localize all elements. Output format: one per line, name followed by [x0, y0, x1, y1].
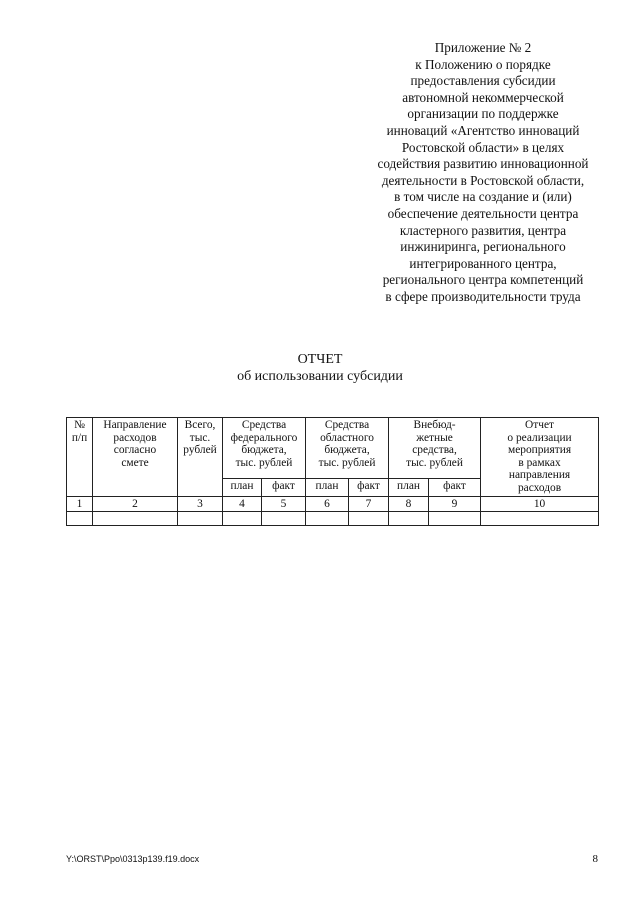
header-federal: Средства федерального бюджета, тыс. рублей [223, 418, 306, 479]
column-number: 6 [306, 496, 349, 512]
appendix-line: инноваций «Агентство инноваций [386, 122, 580, 138]
page-number: 8 [592, 853, 598, 865]
table-cell[interactable] [178, 512, 223, 526]
appendix-line: в сфере производительности труда [385, 288, 581, 304]
appendix-line: интегрированного центра, [409, 255, 557, 271]
appendix-line: деятельности в Ростовской области, [381, 172, 585, 188]
column-number-row [67, 496, 599, 512]
header-plan: план [223, 478, 262, 496]
appendix-line: инжиниринга, регионального [400, 239, 566, 255]
header-fact: факт [349, 478, 389, 496]
column-number: 10 [481, 496, 599, 512]
footer-file-path: Y:\ORST\Ppo\0313p139.f19.docx [66, 854, 200, 864]
header-num: № п/п [67, 418, 93, 497]
appendix-line: Приложение № 2 [434, 40, 532, 55]
column-number: 5 [262, 496, 306, 512]
report-subtitle: об использовании субсидии [237, 369, 403, 384]
table-cell[interactable] [481, 512, 599, 526]
table-header-row [67, 418, 599, 479]
appendix-line: обеспечение деятельности центра [387, 205, 579, 221]
table-cell[interactable] [306, 512, 349, 526]
column-number: 4 [223, 496, 262, 512]
table-cell[interactable] [223, 512, 262, 526]
appendix-line: регионального центра компетенций [382, 272, 584, 288]
table-cell[interactable] [262, 512, 306, 526]
header-report: Отчет о реализации мероприятия в рамках направления расходов [481, 418, 599, 497]
appendix-line: кластерного развития, центра [399, 222, 567, 238]
column-number: 1 [67, 496, 93, 512]
header-fact: факт [262, 478, 306, 496]
header-direction: Направление расходов согласно смете [93, 418, 178, 497]
header-regional: Средства областного бюджета, тыс. рублей [306, 418, 389, 479]
appendix-line: содействия развитию инновационной [377, 156, 589, 172]
appendix-line: к Положению о порядке [415, 56, 551, 72]
column-number: 2 [93, 496, 178, 512]
column-number: 9 [429, 496, 481, 512]
column-number: 7 [349, 496, 389, 512]
table-row [67, 512, 599, 526]
column-number: 8 [389, 496, 429, 512]
column-number: 3 [178, 496, 223, 512]
appendix-line: автономной некоммерческой [402, 89, 564, 105]
appendix-line: в том числе на создание и (или) [394, 189, 572, 205]
header-fact: факт [429, 478, 481, 496]
header-plan: план [306, 478, 349, 496]
table-cell[interactable] [67, 512, 93, 526]
header-total: Всего, тыс. рублей [178, 418, 223, 497]
table-cell[interactable] [349, 512, 389, 526]
header-plan: план [389, 478, 429, 496]
table-cell[interactable] [429, 512, 481, 526]
report-title-block [0, 351, 640, 385]
appendix-heading [338, 40, 628, 306]
header-extra: Внебюд- жетные средства, тыс. рублей [389, 418, 481, 479]
table-cell[interactable] [389, 512, 429, 526]
table-cell[interactable] [93, 512, 178, 526]
appendix-line: Ростовской области» в целях [401, 139, 565, 155]
appendix-line: организации по поддержке [407, 106, 559, 122]
report-table [66, 417, 599, 526]
report-title: ОТЧЕТ [297, 352, 343, 367]
appendix-line: предоставления субсидии [410, 73, 556, 89]
